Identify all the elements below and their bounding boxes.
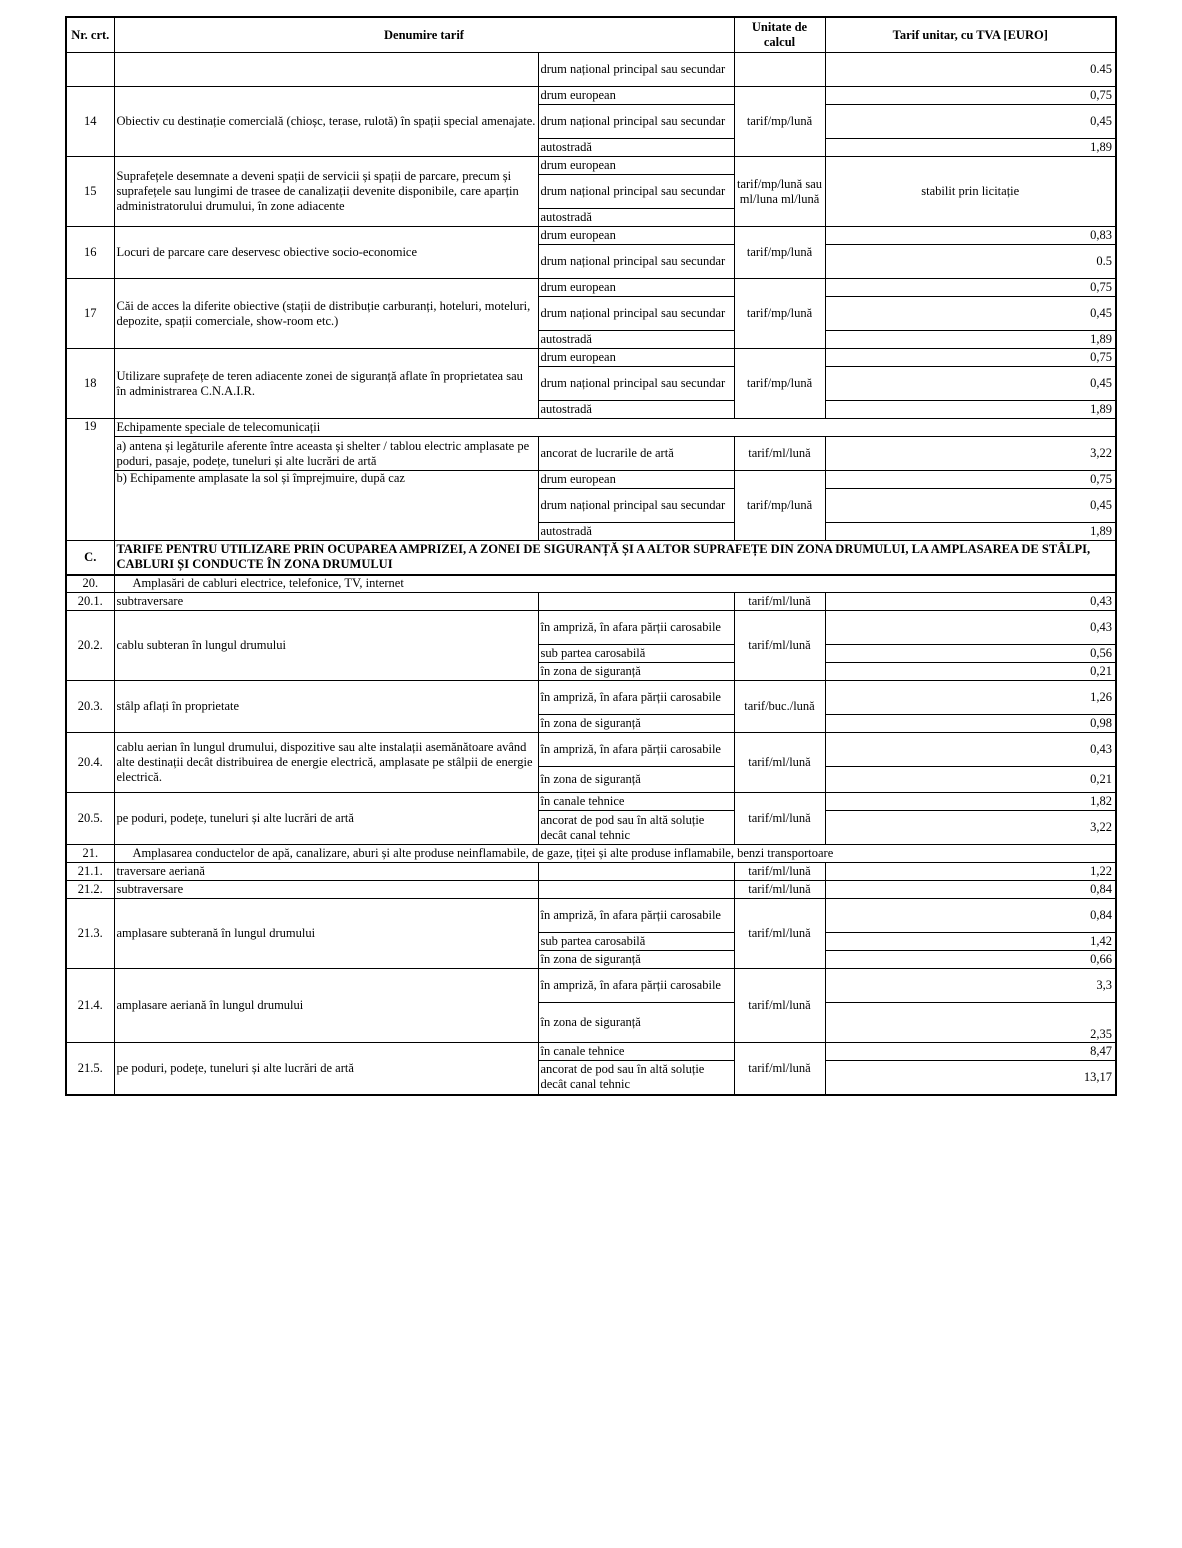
name-cell: pe poduri, podețe, tuneluri și alte lucrări de artă — [114, 793, 538, 845]
sub-cell: ancorat de pod sau în altă soluție decât canal tehnic — [538, 1061, 734, 1095]
value-cell: 3,22 — [825, 811, 1116, 845]
value-cell: 0,45 — [825, 297, 1116, 331]
value-cell: 0,43 — [825, 733, 1116, 767]
sub-cell: drum european — [538, 157, 734, 175]
name-cell: Utilizare suprafețe de teren adiacente zonei de siguranță aflate în proprietatea sau în administrarea C.N.A.I.R. — [114, 349, 538, 419]
sub-cell — [538, 863, 734, 881]
name-cell: cablu subteran în lungul drumului — [114, 611, 538, 681]
unit-cell: tarif/mp/lună — [734, 471, 825, 541]
sub-cell: autostradă — [538, 401, 734, 419]
col-denumire-header: Denumire tarif — [114, 17, 734, 53]
table-row-21-2 — [66, 881, 1116, 899]
unit-cell: tarif/ml/lună — [734, 593, 825, 611]
name-cell: subtraversare — [114, 593, 538, 611]
name-cell: stâlp aflați în proprietate — [114, 681, 538, 733]
table-row-20-4 — [66, 733, 1116, 767]
sub-cell: autostradă — [538, 209, 734, 227]
table-row-20-3 — [66, 681, 1116, 715]
value-cell: 0,75 — [825, 87, 1116, 105]
unit-cell: tarif/ml/lună — [734, 863, 825, 881]
value-cell: 1,89 — [825, 331, 1116, 349]
name-cell: amplasare subterană în lungul drumului — [114, 899, 538, 969]
nr-cell: 15 — [66, 157, 114, 227]
sub-cell: drum european — [538, 471, 734, 489]
name-cell: Căi de acces la diferite obiective (stații de distribuție carburanți, hoteluri, moteluri, depozite, spații comerciale, show-room etc.) — [114, 279, 538, 349]
name-cell: Amplasarea conductelor de apă, canalizare, aburi și alte produse neinflamabile, de gaze, țiței și alte produse inflamabile, benzi transportoare — [114, 845, 1116, 863]
value-cell: 1,26 — [825, 681, 1116, 715]
table-row-19 — [66, 419, 1116, 437]
sub-cell — [538, 593, 734, 611]
sub-cell: ancorat de lucrarile de artă — [538, 437, 734, 471]
value-cell: 0,45 — [825, 489, 1116, 523]
sub-cell: sub partea carosabilă — [538, 933, 734, 951]
table-row-21-3 — [66, 899, 1116, 933]
header-row — [66, 17, 1116, 53]
sub-cell: drum european — [538, 349, 734, 367]
sub-cell: ancorat de pod sau în altă soluție decât canal tehnic — [538, 811, 734, 845]
value-cell: 1,82 — [825, 793, 1116, 811]
section-title: TARIFE PENTRU UTILIZARE PRIN OCUPAREA AMPRIZEI, A ZONEI DE SIGURANȚĂ ȘI A ALTOR SUPRAFEȚE DIN ZONA DRUMULUI, LA AMPLASAREA DE STÂLPI, CABLURI ȘI CONDUCTE ÎN ZONA DRUMULUI — [114, 541, 1116, 575]
value-cell: 0,21 — [825, 663, 1116, 681]
nr-cell: 20.4. — [66, 733, 114, 793]
name-cell: Suprafețele desemnate a deveni spații de servicii și spații de parcare, precum și suprafețele sau lungimi de trasee de canalizații devenite disponibile, care aparțin administratorului drumului, în zone adiacente — [114, 157, 538, 227]
sub-cell: în zona de siguranță — [538, 1003, 734, 1043]
value-cell: 0,43 — [825, 593, 1116, 611]
sub-cell: în ampriză, în afara părții carosabile — [538, 681, 734, 715]
col-tarif-header: Tarif unitar, cu TVA [EURO] — [825, 17, 1116, 53]
unit-cell: tarif/ml/lună — [734, 611, 825, 681]
value-cell: 1,22 — [825, 863, 1116, 881]
table-row-20-1 — [66, 593, 1116, 611]
name-cell: pe poduri, podețe, tuneluri și alte lucrări de artă — [114, 1043, 538, 1095]
value-cell: 1,42 — [825, 933, 1116, 951]
nr-cell: 20.5. — [66, 793, 114, 845]
table-row — [66, 53, 1116, 87]
unit-cell: tarif/mp/lună sau ml/luna ml/lună — [734, 157, 825, 227]
table-row-17 — [66, 279, 1116, 297]
unit-cell: tarif/mp/lună — [734, 227, 825, 279]
table-row-21-4 — [66, 969, 1116, 1003]
name-cell: b) Echipamente amplasate la sol și împrejmuire, după caz — [114, 471, 538, 541]
value-cell: 0,45 — [825, 105, 1116, 139]
nr-cell: 17 — [66, 279, 114, 349]
name-cell: traversare aeriană — [114, 863, 538, 881]
name-cell: Echipamente speciale de telecomunicații — [114, 419, 1116, 437]
sub-cell: în ampriză, în afara părții carosabile — [538, 899, 734, 933]
sub-cell: sub partea carosabilă — [538, 645, 734, 663]
nr-cell: 20.3. — [66, 681, 114, 733]
name-cell: Amplasări de cabluri electrice, telefonice, TV, internet — [114, 575, 1116, 593]
table-row-20 — [66, 575, 1116, 593]
sub-cell: în canale tehnice — [538, 793, 734, 811]
nr-cell: 21.4. — [66, 969, 114, 1043]
unit-cell: tarif/ml/lună — [734, 793, 825, 845]
sub-cell: în ampriză, în afara părții carosabile — [538, 611, 734, 645]
unit-cell: tarif/ml/lună — [734, 969, 825, 1043]
nr-cell: 20.1. — [66, 593, 114, 611]
value-cell: 0,75 — [825, 349, 1116, 367]
value-cell: 0,84 — [825, 881, 1116, 899]
table-row-15 — [66, 157, 1116, 175]
value-cell: 0.5 — [825, 245, 1116, 279]
nr-cell: 19 — [66, 419, 114, 541]
nr-cell: 20.2. — [66, 611, 114, 681]
value-cell: 0,83 — [825, 227, 1116, 245]
sub-cell: în canale tehnice — [538, 1043, 734, 1061]
nr-cell: 16 — [66, 227, 114, 279]
nr-cell — [66, 53, 114, 87]
sub-cell: în zona de siguranță — [538, 715, 734, 733]
sub-cell: drum european — [538, 87, 734, 105]
value-cell: 0,75 — [825, 279, 1116, 297]
name-cell: cablu aerian în lungul drumului, dispozitive sau alte instalații asemănătoare având alte destinații decât distribuirea de energie electrică, amplasate pe stâlpii de energie electrică. — [114, 733, 538, 793]
unit-cell: tarif/ml/lună — [734, 1043, 825, 1095]
value-cell: 13,17 — [825, 1061, 1116, 1095]
unit-cell: tarif/buc./lună — [734, 681, 825, 733]
value-cell: 0,66 — [825, 951, 1116, 969]
value-cell: 1,89 — [825, 401, 1116, 419]
section-nr: C. — [66, 541, 114, 575]
name-cell: a) antena și legăturile aferente între aceasta și shelter / tablou electric amplasate pe poduri, pasaje, podețe, tuneluri și alte lucrări de artă — [114, 437, 538, 471]
nr-cell: 21. — [66, 845, 114, 863]
value-cell: 0,84 — [825, 899, 1116, 933]
sub-cell: autostradă — [538, 139, 734, 157]
table-row — [66, 471, 1116, 489]
table-row-21-1 — [66, 863, 1116, 881]
unit-cell: tarif/ml/lună — [734, 881, 825, 899]
sub-cell: drum național principal sau secundar — [538, 367, 734, 401]
table-row-21 — [66, 845, 1116, 863]
col-unitate-header: Unitate de calcul — [734, 17, 825, 53]
name-cell — [114, 53, 538, 87]
table-row-14 — [66, 87, 1116, 105]
nr-cell: 21.5. — [66, 1043, 114, 1095]
name-cell: Locuri de parcare care deservesc obiective socio-economice — [114, 227, 538, 279]
table-row-21-5 — [66, 1043, 1116, 1061]
sub-cell: în ampriză, în afara părții carosabile — [538, 733, 734, 767]
table-row-18 — [66, 349, 1116, 367]
nr-cell: 21.3. — [66, 899, 114, 969]
col-nr-header: Nr. crt. — [66, 17, 114, 53]
value-cell: 0,75 — [825, 471, 1116, 489]
sub-cell: în zona de siguranță — [538, 767, 734, 793]
name-cell: amplasare aeriană în lungul drumului — [114, 969, 538, 1043]
value-cell: 0.45 — [825, 53, 1116, 87]
value-cell: 1,89 — [825, 139, 1116, 157]
sub-cell: drum național principal sau secundar — [538, 245, 734, 279]
nr-cell: 18 — [66, 349, 114, 419]
table-row — [66, 437, 1116, 471]
section-c-row — [66, 541, 1116, 575]
value-cell: 2,35 — [825, 1003, 1116, 1043]
table-row-20-5 — [66, 793, 1116, 811]
nr-cell: 14 — [66, 87, 114, 157]
sub-cell: în zona de siguranță — [538, 663, 734, 681]
unit-cell: tarif/ml/lună — [734, 733, 825, 793]
value-cell: 0,45 — [825, 367, 1116, 401]
value-cell: stabilit prin licitație — [825, 157, 1116, 227]
sub-cell: drum european — [538, 227, 734, 245]
value-cell: 0,98 — [825, 715, 1116, 733]
sub-cell: drum național principal sau secundar — [538, 175, 734, 209]
table-row-16 — [66, 227, 1116, 245]
sub-cell: autostradă — [538, 523, 734, 541]
sub-cell: drum național principal sau secundar — [538, 105, 734, 139]
sub-cell — [538, 881, 734, 899]
sub-cell: în zona de siguranță — [538, 951, 734, 969]
unit-cell: tarif/mp/lună — [734, 349, 825, 419]
unit-cell: tarif/mp/lună — [734, 279, 825, 349]
value-cell: 3,3 — [825, 969, 1116, 1003]
value-cell: 0,56 — [825, 645, 1116, 663]
value-cell: 0,21 — [825, 767, 1116, 793]
name-cell: subtraversare — [114, 881, 538, 899]
unit-cell: tarif/mp/lună — [734, 87, 825, 157]
unit-cell: tarif/ml/lună — [734, 437, 825, 471]
unit-cell — [734, 53, 825, 87]
name-cell: Obiectiv cu destinație comercială (chioșc, terase, rulotă) în spații special amenajate. — [114, 87, 538, 157]
tariff-page — [65, 16, 1115, 1096]
value-cell: 3,22 — [825, 437, 1116, 471]
sub-cell: în ampriză, în afara părții carosabile — [538, 969, 734, 1003]
tariff-table — [65, 16, 1117, 1096]
sub-cell: drum național principal sau secundar — [538, 53, 734, 87]
sub-cell: autostradă — [538, 331, 734, 349]
nr-cell: 20. — [66, 575, 114, 593]
nr-cell: 21.1. — [66, 863, 114, 881]
nr-cell: 21.2. — [66, 881, 114, 899]
value-cell: 8,47 — [825, 1043, 1116, 1061]
unit-cell: tarif/ml/lună — [734, 899, 825, 969]
value-cell: 1,89 — [825, 523, 1116, 541]
sub-cell: drum european — [538, 279, 734, 297]
sub-cell: drum național principal sau secundar — [538, 489, 734, 523]
sub-cell: drum național principal sau secundar — [538, 297, 734, 331]
value-cell: 0,43 — [825, 611, 1116, 645]
table-row-20-2 — [66, 611, 1116, 645]
